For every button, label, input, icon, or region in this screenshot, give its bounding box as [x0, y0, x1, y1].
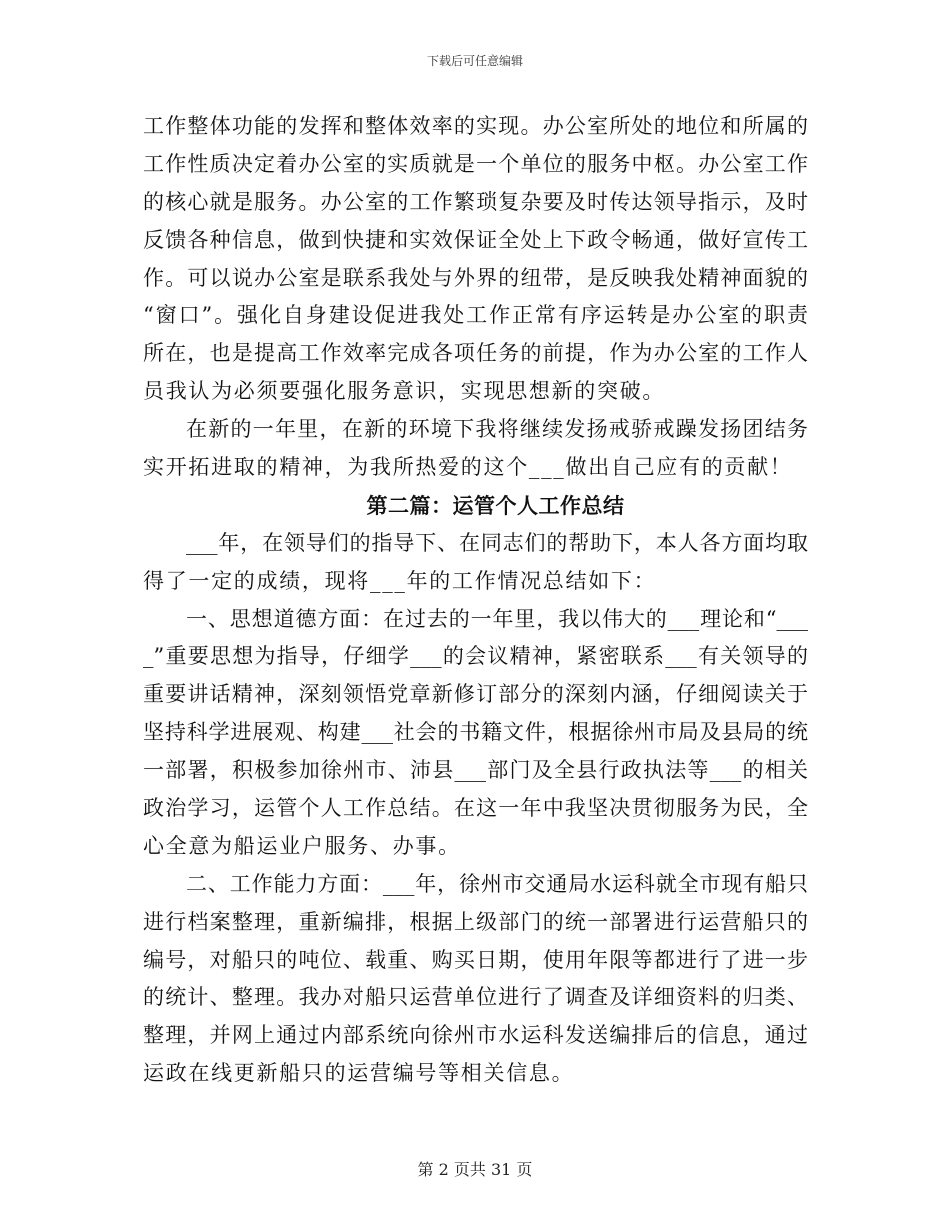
- text-line: 的统计、整理。我办对船只运营单位进行了调查及详细资料的归类、: [143, 985, 808, 1010]
- text-line: 运政在线更新船只的运营编号等相关信息。: [143, 1061, 575, 1086]
- text-line: 政治学习，运管个人工作总结。在这一年中我坚决贯彻服务为民，全: [143, 796, 808, 821]
- text-line: ___年，在领导们的指导下、在同志们的帮助下，本人各方面均取: [186, 530, 808, 555]
- text-line: 编号，对船只的吨位、载重、购买日期，使用年限等都进行了进一步: [143, 947, 808, 972]
- document-body: [143, 108, 808, 1093]
- text-line: 二、工作能力方面：___年，徐州市交通局水运科就全市现有船只: [186, 871, 808, 896]
- section-title: 第二篇：运管个人工作总结: [366, 492, 625, 518]
- text-line: 重要讲话精神，深刻领悟党章新修订部分的深刻内涵，仔细阅读关于: [143, 682, 808, 707]
- text-line: 进行档案整理，重新编排，根据上级部门的统一部署进行运营船只的: [143, 909, 808, 934]
- text-line: 坚持科学进展观、构建___社会的书籍文件，根据徐州市局及县局的统: [143, 720, 808, 745]
- text-line: 一部署，积极参加徐州市、沛县___部门及全县行政执法等___的相关: [143, 758, 808, 783]
- text-line: 反馈各种信息，做到快捷和实效保证全处上下政令畅通，做好宣传工: [143, 227, 808, 252]
- page-header-note: 下载后可任意编辑: [426, 54, 523, 68]
- text-line: 心全意为船运业户服务、办事。: [143, 833, 461, 858]
- text-line: 的核心就是服务。办公室的工作繁琐复杂要及时传达领导指示，及时: [143, 189, 808, 214]
- text-line: 在新的一年里，在新的环境下我将继续发扬戒骄戒躁发扬团结务: [186, 417, 808, 442]
- text-line: 所在，也是提高工作效率完成各项任务的前提，作为办公室的工作人: [143, 341, 808, 366]
- text-line: 整理，并网上通过内部系统向徐州市水运科发送编排后的信息，通过: [143, 1023, 808, 1048]
- text-line: 得了一定的成绩，现将___年的工作情况总结如下：: [143, 568, 657, 593]
- text-line: 工作整体功能的发挥和整体效率的实现。办公室所处的地位和所属的: [143, 114, 808, 138]
- text-line: 一、思想道德方面：在过去的一年里，我以伟大的___理论和“___: [186, 606, 808, 631]
- text-line: _”重要思想为指导，仔细学___的会议精神，紧密联系___有关领导的: [143, 644, 808, 669]
- text-line: 作。可以说办公室是联系我处与外界的纽带，是反映我处精神面貌的: [143, 265, 808, 290]
- text-line: 工作性质决定着办公室的实质就是一个单位的服务中枢。办公室工作: [143, 151, 808, 176]
- text-line: 实开拓进取的精神，为我所热爱的这个___做出自己应有的贡献！: [143, 455, 793, 480]
- text-line: 员我认为必须要强化服务意识，实现思想新的突破。: [143, 379, 666, 404]
- text-line: “窗口”。强化自身建设促进我处工作正常有序运转是办公室的职责: [143, 303, 808, 328]
- page-footer: 第 2 页共 31 页: [417, 1160, 533, 1179]
